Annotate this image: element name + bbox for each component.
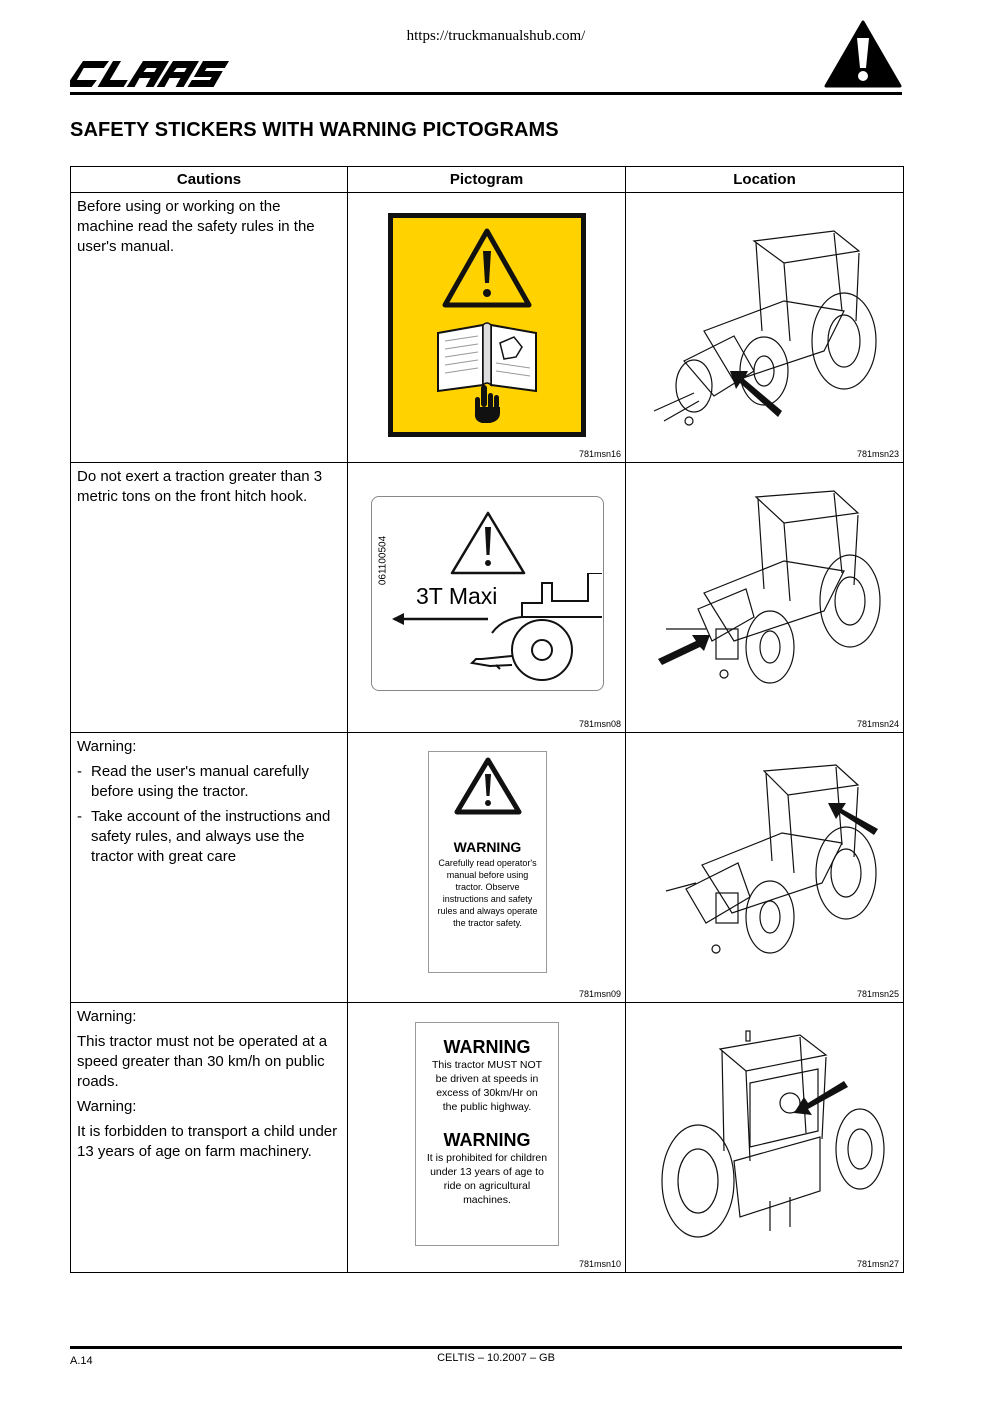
caution-text: Do not exert a traction greater than 3 metric tons on the front hitch hook. [77,468,323,505]
warning-triangle-icon [453,756,523,816]
open-book-icon [438,323,536,391]
speed-and-children-warning-sticker [415,1022,559,1246]
pictogram-ref: 781msn10 [578,1259,621,1269]
read-manual-warning-sticker [428,751,547,973]
pictogram-cell [348,1003,626,1273]
arrow-icon [794,1081,848,1115]
traction-limit-sticker [371,496,604,691]
header-rule [70,92,902,95]
caution-cell [71,463,348,733]
tractor-location-illustration [644,221,884,431]
table-row [71,1003,904,1273]
pictogram-cell [348,193,626,463]
list-item: - Read the user's manual carefully before using the tractor. [77,762,341,802]
pictogram-ref: 781msn16 [578,449,621,459]
sticker-text: 3T Maxi [416,583,498,609]
sticker-title: WARNING [443,1037,531,1057]
location-ref: 781msn24 [856,719,899,729]
read-manual-sticker [388,213,586,437]
claas-logo [70,58,230,95]
location-cell [626,193,904,463]
caution-text: This tractor must not be operated at a speed greater than 30 km/h on public roads. [77,1033,328,1090]
caution-text: Before using or working on the machine read the safety rules in the user's manual. [77,198,315,255]
hitch-hook-icon [392,573,602,688]
location-ref: 781msn23 [856,449,899,459]
arrow-icon [730,371,782,417]
location-cell [626,463,904,733]
column-header-location: Location [626,167,904,193]
pictogram-ref: 781msn09 [578,989,621,999]
caution-list [77,762,341,867]
caution-text: Warning: [77,1008,137,1025]
tractor-location-illustration [646,489,886,689]
pictogram-ref: 781msn08 [578,719,621,729]
caution-text: Warning: [77,1098,137,1115]
warning-triangle-icon [824,20,902,93]
arrow-icon [658,635,710,665]
caution-text: It is forbidden to transport a child under 13 years of age on farm machinery. [77,1123,338,1160]
sticker-text: It is prohibited for children under 13 years of age to ride on agricultural machines. [426,1152,548,1206]
sticker-text: This tractor MUST NOT be driven at speeds in excess of 30km/Hr on the public highway. [431,1059,543,1113]
tractor-location-illustration [650,1021,890,1251]
source-url[interactable]: https://truckmanualshub.com/ [406,28,586,44]
location-ref: 781msn25 [856,989,899,999]
page-title: SAFETY STICKERS WITH WARNING PICTOGRAMS [70,119,559,141]
table-row [71,733,904,1003]
tractor-location-illustration [646,763,886,963]
table-header-row [71,167,904,193]
location-cell [626,1003,904,1273]
caution-cell [71,733,348,1003]
list-item: - Take account of the instructions and safety rules, and always use the tractor with great care [77,807,341,867]
sticker-title: WARNING [443,1130,531,1150]
footer-rule [70,1346,902,1349]
page-number: A.14 [70,1355,93,1367]
sticker-code: 061100504 [377,535,389,586]
sticker-title: WARNING [453,839,522,855]
location-ref: 781msn27 [856,1259,899,1269]
sticker-text: Carefully read operator's manual before using tractor. Observe instructions and safety rules and always operate the tractor safety. [437,858,538,928]
pictogram-cell [348,733,626,1003]
pictogram-cell [348,463,626,733]
document-reference: CELTIS – 10.2007 – GB [437,1352,555,1364]
table-row [71,463,904,733]
caution-cell [71,1003,348,1273]
claas-logo-graphic [70,58,230,90]
table-row [71,193,904,463]
column-header-cautions: Cautions [71,167,348,193]
caution-cell [71,193,348,463]
safety-stickers-table [70,166,904,1273]
column-header-pictogram: Pictogram [348,167,626,193]
location-cell [626,733,904,1003]
warning-triangle-icon [448,509,528,577]
caution-intro: Warning: [77,738,137,755]
